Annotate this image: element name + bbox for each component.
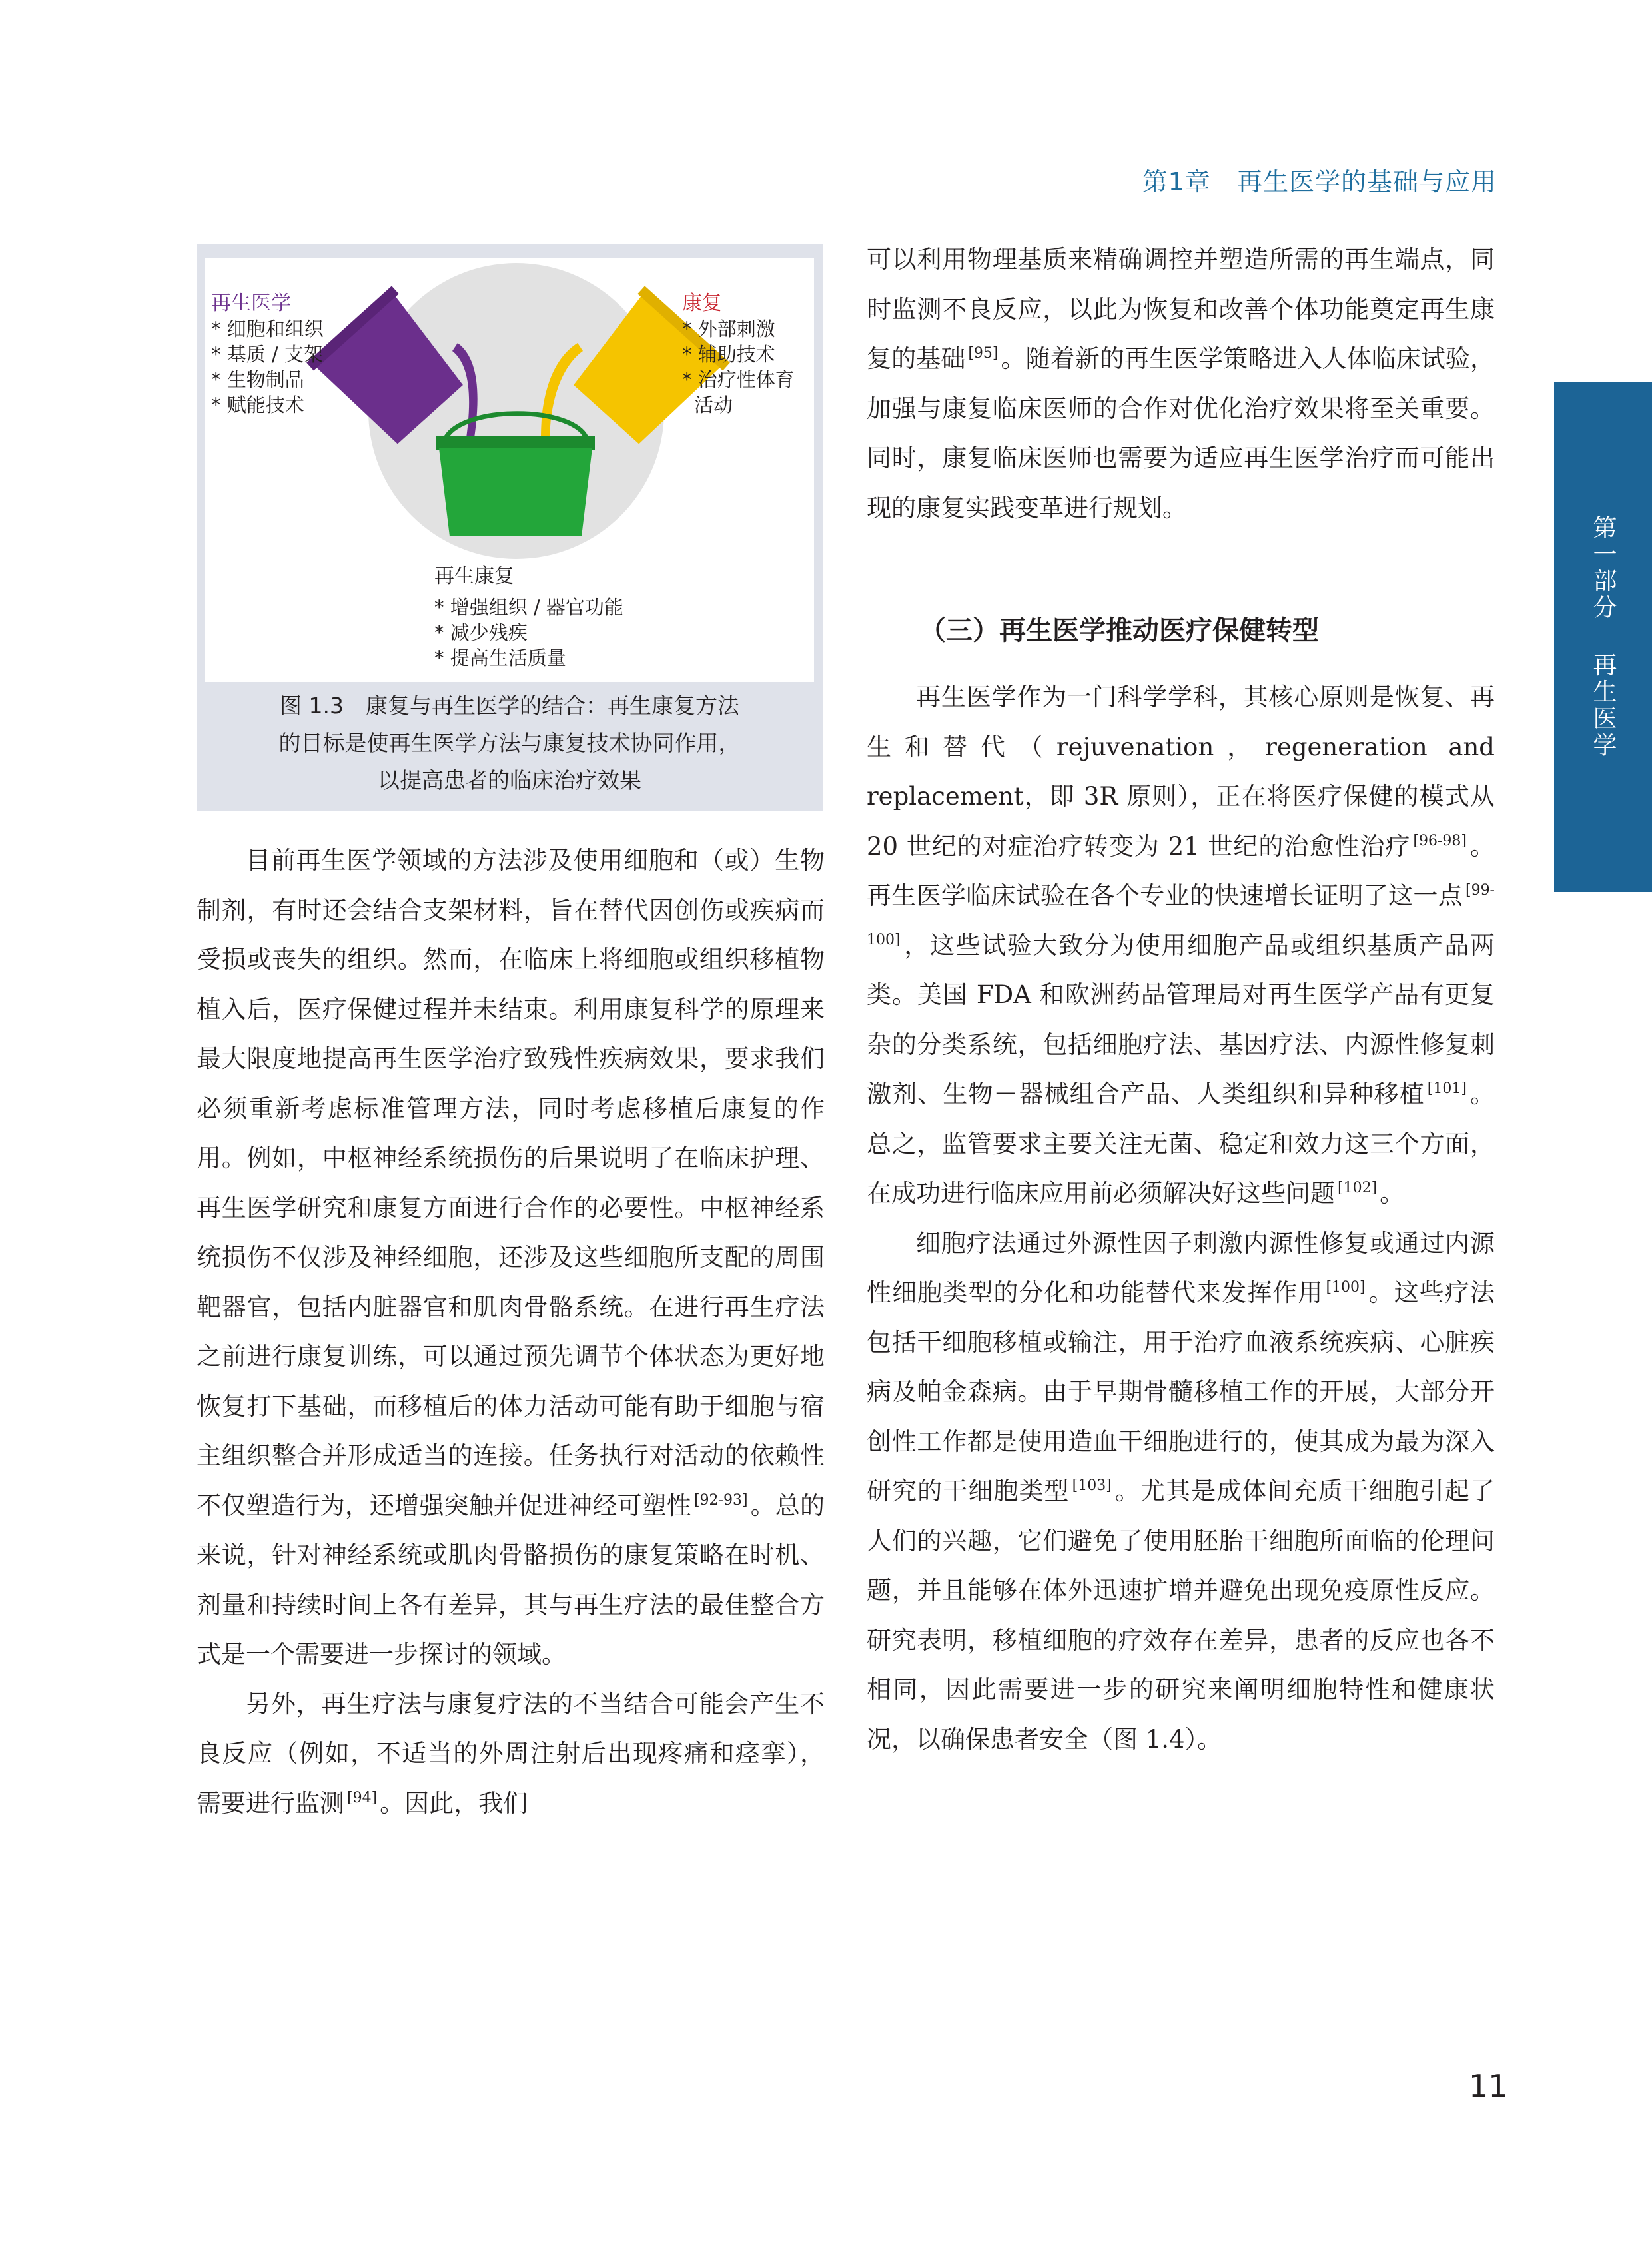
rehab-label-group (682, 291, 795, 418)
regen-title: 再生医学 (211, 292, 291, 315)
text-run: 。总之，监管要求主要关注无菌、稳定和效力这三个方面，在成功进行临床应用前必须解决好这些问题 (867, 1080, 1495, 1208)
rehab-list (682, 316, 795, 418)
body-paragraph (197, 1680, 825, 1829)
regen-item: * 生物制品 (211, 368, 304, 391)
regen-item: * 赋能技术 (211, 394, 304, 416)
part-side-tab (1554, 382, 1652, 892)
right-column-bottom (867, 673, 1495, 1764)
citation-ref: [99-100] (867, 882, 1495, 948)
rehab-title: 康复 (682, 292, 722, 315)
citation-ref: [92-93] (693, 1491, 748, 1509)
text-run: 。总的来说，针对神经系统或肌肉骨骼损伤的康复策略在时机、剂量和持续时间上各有差异，其与再生疗法的最佳整合方式是一个需要进一步探讨的领域。 (197, 1491, 825, 1669)
citation-ref: [103] (1072, 1477, 1112, 1494)
body-paragraph (867, 235, 1495, 533)
caption-line: 以提高患者的临床治疗效果 (378, 767, 641, 793)
citation-ref: [96-98] (1413, 832, 1467, 849)
citation-ref: [94] (347, 1789, 378, 1806)
part-side-tab-label: 第一部分 再生医学 (1589, 514, 1617, 759)
result-item: * 提高生活质量 (434, 647, 566, 669)
text-run: ，这些试验大致分为使用细胞产品或组织基质产品两类。美国 FDA 和欧洲药品管理局对再生医学产品有更复杂的分类系统，包括细胞疗法、基因疗法、内源性修复刺激剂、生物－器械组合产品、人类组织和异种移植 (867, 931, 1495, 1108)
result-title: 再生康复 (434, 565, 514, 588)
citation-ref: [95] (968, 345, 999, 362)
citation-ref: [102] (1338, 1180, 1378, 1196)
text-run: 。尤其是成体间充质干细胞引起了人们的兴趣，它们避免了使用胚胎干细胞所面临的伦理问题，并且能够在体外迅速扩增并避免出现免疫原性反应。研究表明，移植细胞的疗效存在差异，患者的反应也各不相同，因此需要进一步的研究来阐明细胞特性和健康状况，以确保患者安全（图 1.4）。 (867, 1477, 1495, 1754)
regen-item: * 细胞和组织 (211, 318, 324, 340)
text-run: 细胞疗法通过外源性因子刺激内源性修复或通过内源性细胞类型的分化和功能替代来发挥作用 (867, 1228, 1495, 1307)
rehab-item: 活动 (694, 394, 733, 416)
regen-item: * 基质 / 支架 (211, 343, 323, 366)
caption-line: 的目标是使再生医学方法与康复技术协同作用， (278, 730, 741, 756)
text-run: 。因此，我们 (380, 1788, 528, 1818)
text-run: 。再生医学临床试验在各个专业的快速增长证明了这一点 (867, 831, 1495, 910)
chapter-header: 第1章 再生医学的基础与应用 (1142, 167, 1497, 196)
right-column-top (867, 235, 1495, 533)
figure-1-3 (197, 244, 823, 811)
body-paragraph (197, 836, 825, 1680)
result-item: * 减少残疾 (434, 621, 528, 644)
result-item: * 增强组织 / 器官功能 (434, 596, 623, 619)
page-number: 11 (1469, 2068, 1508, 2104)
rehab-item: * 治疗性体育 (682, 368, 795, 391)
regen-label-group (211, 291, 324, 418)
text-run: 。 (1380, 1179, 1405, 1208)
figure-illustration-panel (205, 258, 814, 682)
text-run: 。随着新的再生医学策略进入人体临床试验，加强与康复临床医师的合作对优化治疗效果将至关重要。同时，康复临床医师也需要为适应再生医学治疗而可能出现的康复实践变革进行规划。 (867, 344, 1495, 522)
figure-caption (197, 687, 823, 799)
text-run: 目前再生医学领域的方法涉及使用细胞和（或）生物制剂，有时还会结合支架材料，旨在替代因创伤或疾病而受损或丧失的组织。然而，在临床上将细胞或组织移植物植入后，医疗保健过程并未结束。利用康复科学的原理来最大限度地提高再生医学治疗致残性疾病效果，要求我们必须重新考虑标准管理方法，同时考虑移植后康复的作用。例如，中枢神经系统损伤的后果说明了在临床护理、再生医学研究和康复方面进行合作的必要性。中枢神经系统损伤不仅涉及神经细胞，还涉及这些细胞所支配的周围靶器官，包括内脏器官和肌肉骨骼系统。在进行再生疗法之前进行康复训练，可以通过预先调节个体状态为更好地恢复打下基础，而移植后的体力活动可能有助于细胞与宿主组织整合并形成适当的连接。任务执行对活动的依赖性不仅塑造行为，还增强突触并促进神经可塑性 (197, 846, 825, 1520)
section-heading: （三）再生医学推动医疗保健转型 (919, 615, 1319, 646)
body-paragraph (867, 1219, 1495, 1765)
body-paragraph (867, 673, 1495, 1219)
citation-ref: [101] (1427, 1080, 1467, 1097)
caption-line: 图 1.3 康复与再生医学的结合：再生康复方法 (280, 693, 739, 719)
left-column (197, 836, 825, 1828)
text-run: 。这些疗法包括干细胞移植或输注，用于治疗血液系统疾病、心脏疾病及帕金森病。由于早期骨髓移植工作的开展，大部分开创性工作都是使用造血干细胞进行的，使其成为最为深入研究的干细胞类型 (867, 1278, 1495, 1505)
rehab-item: * 外部刺激 (682, 318, 775, 340)
text-run: 另外，再生疗法与康复疗法的不当结合可能会产生不良反应（例如，不适当的外周注射后出现疼痛和痉挛），需要进行监测 (197, 1689, 825, 1818)
result-list (434, 595, 623, 671)
citation-ref: [100] (1326, 1279, 1366, 1296)
rehab-item: * 辅助技术 (682, 343, 775, 366)
text-run: 可以利用物理基质来精确调控并塑造所需的再生端点，同时监测不良反应，以此为恢复和改善个体功能奠定再生康复的基础 (867, 245, 1495, 373)
result-label-group (434, 564, 623, 671)
text-run: 再生医学作为一门科学学科，其核心原则是恢复、再生和替代（rejuvenation，regeneration and replacement，即 3R 原则），正在将医疗保健的模式从 20 世纪的对症治疗转变为 21 世纪的治愈性治疗 (867, 683, 1495, 861)
regen-list (211, 316, 324, 418)
